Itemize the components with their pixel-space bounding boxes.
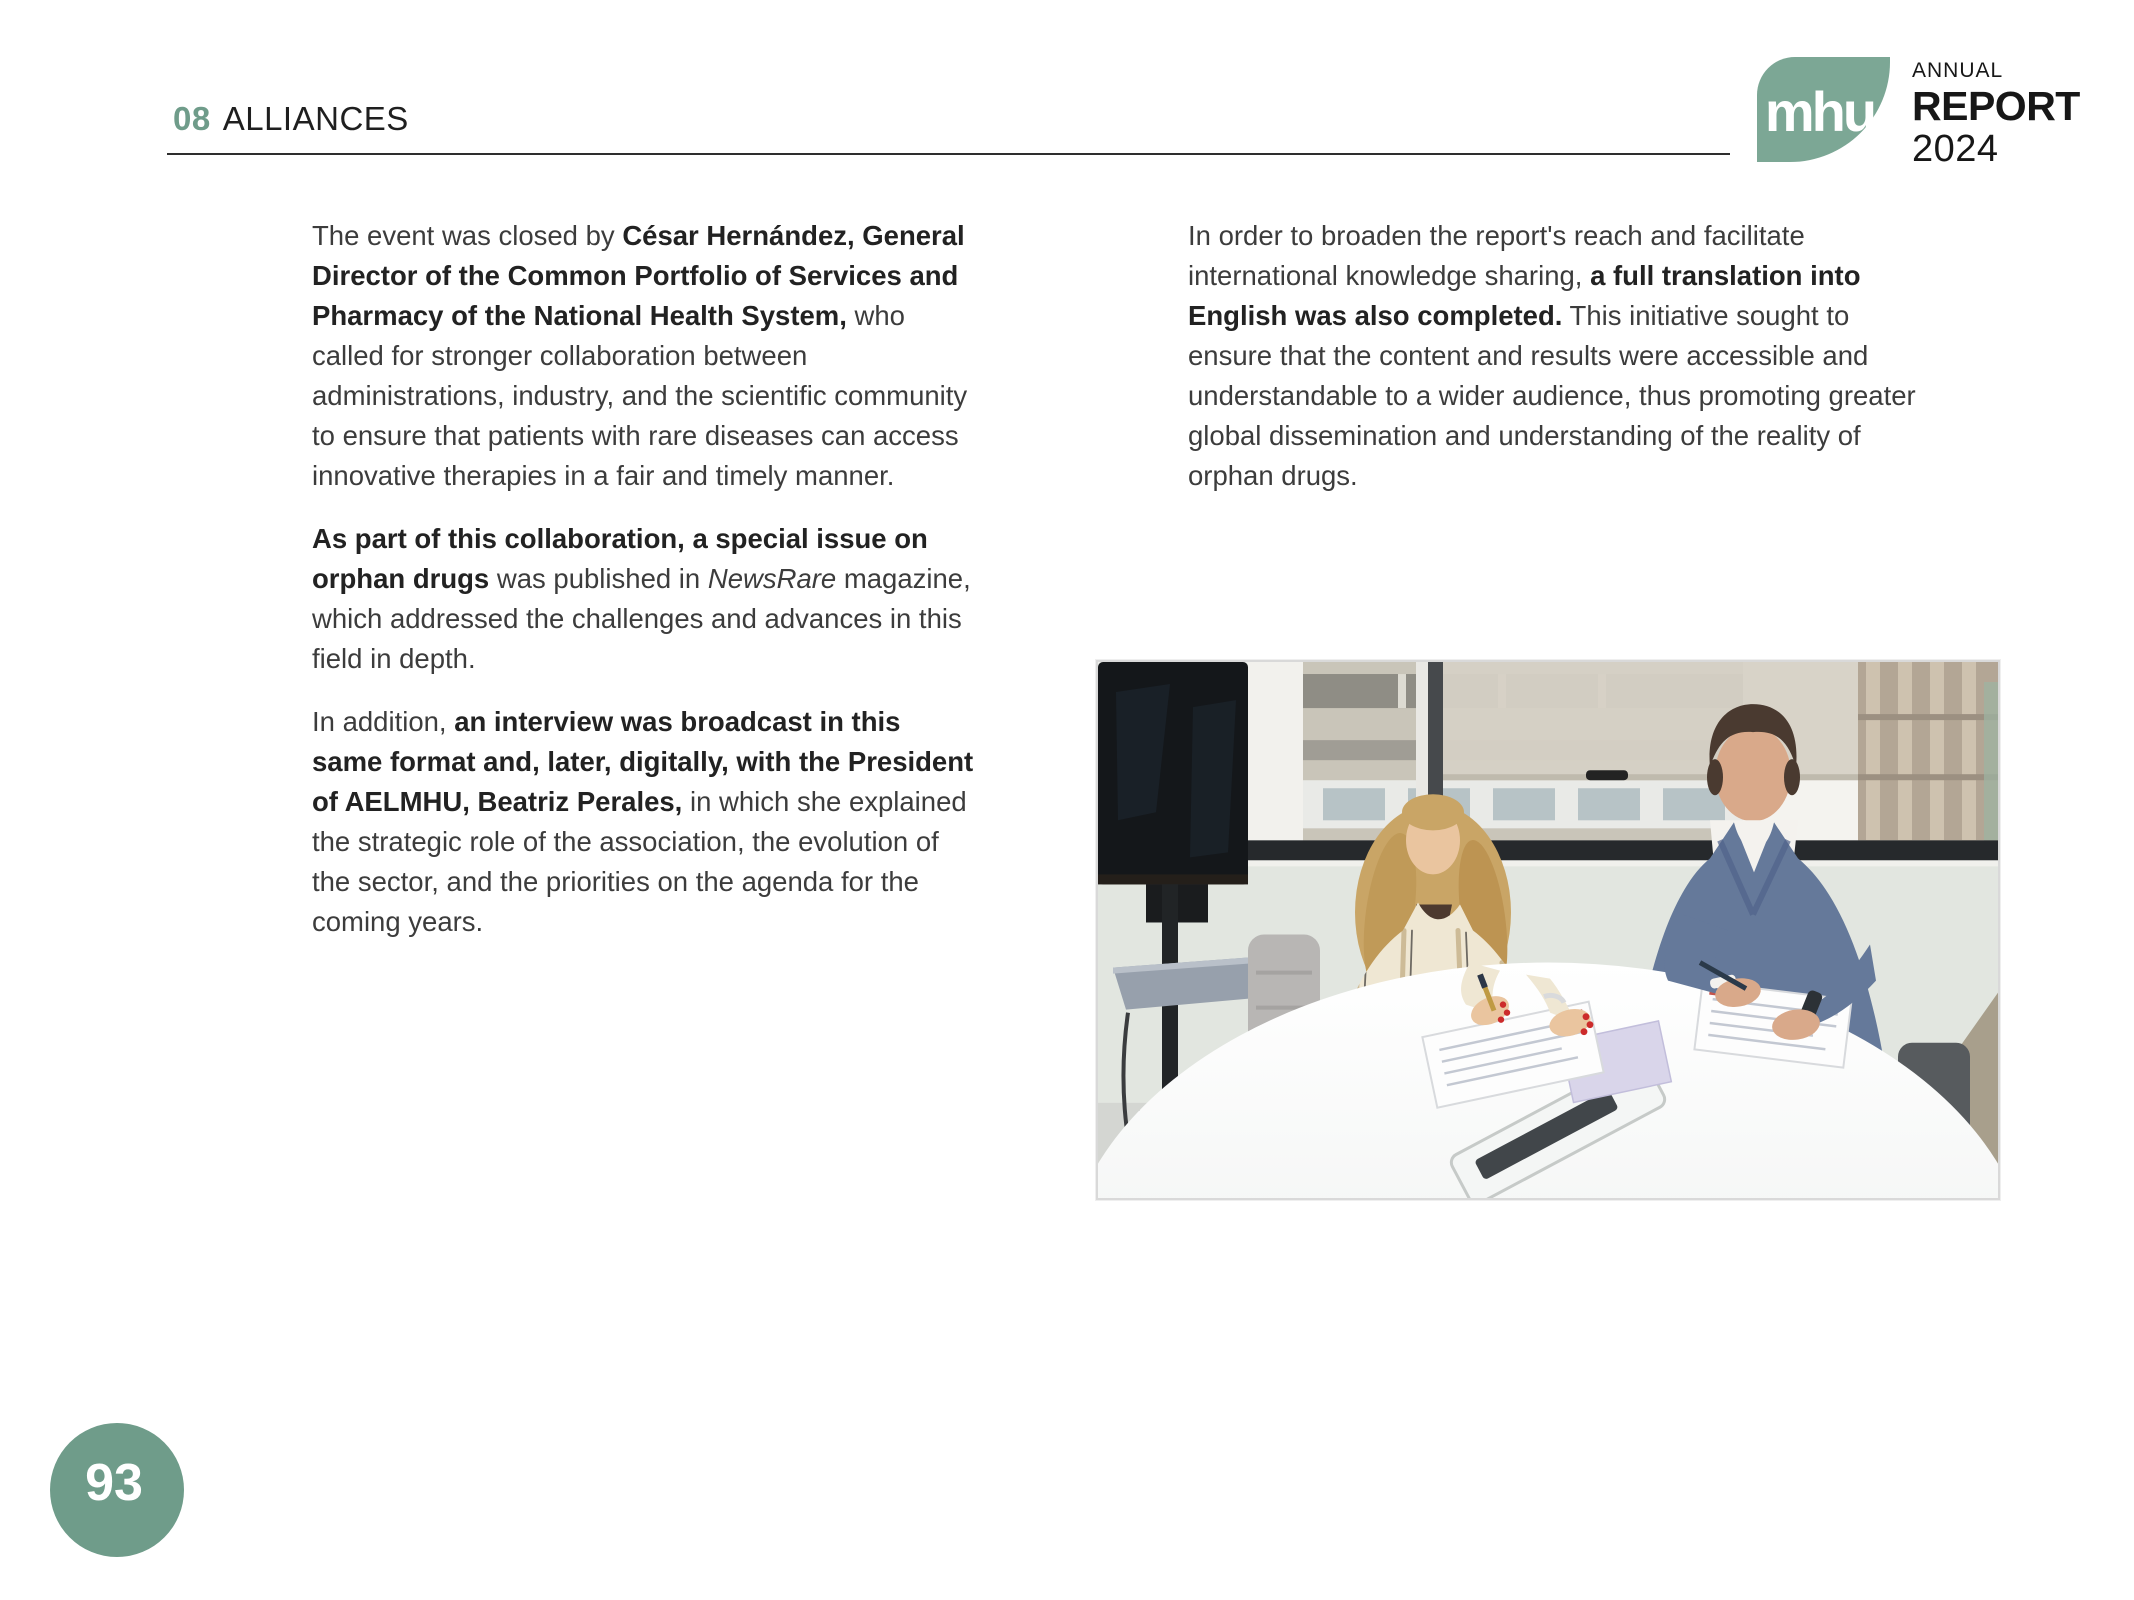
window-sill [1248, 860, 1998, 866]
page-number: 93 [85, 1454, 143, 1512]
office-window [1248, 662, 1998, 866]
chapter-title: ALLIANCES [222, 100, 409, 137]
window-sill-frame [1248, 840, 1998, 860]
text-run: In addition, [312, 706, 455, 737]
text-run: César Hernández, General Director of the Common Portfolio of Services and Pharmacy of the National Health System, [312, 220, 965, 331]
header-rule [167, 153, 1730, 155]
text-run: The event was closed by [312, 220, 623, 251]
text-run: a full translation into English was also completed. [1188, 260, 1861, 331]
paragraph-translation [1188, 216, 1940, 496]
text-run: This initiative sought to ensure that the content and results were accessible and understandable to a wider audience, thus promoting greater global dissemination and understanding of the reality of orphan drugs. [1188, 300, 1916, 491]
brand-annual-label: ANNUAL [1912, 59, 2004, 82]
text-run: NewsRare [707, 563, 837, 594]
text-run: was published in [489, 563, 708, 594]
brand-leaf-logo [1757, 57, 1890, 162]
chapter-heading [173, 100, 409, 138]
text-run: In order to broaden the report's reach and facilitate international knowledge sharing, [1188, 220, 1805, 291]
text-run: in which she explained the strategic role of the association, the evolution of the sector, and the priorities on the agenda for the coming years. [312, 786, 967, 937]
text-run: magazine, which addressed the challenges and advances in this field in depth. [312, 563, 971, 674]
paragraph-interview [312, 702, 974, 942]
left-text-column [312, 216, 974, 965]
page-number-badge [50, 1423, 184, 1557]
building-right [1858, 662, 1998, 840]
brand-wordmark [1912, 60, 2080, 168]
paragraph-event-closing [312, 216, 974, 496]
brand-report-label: REPORT [1912, 83, 2080, 129]
text-run: As part of this collaboration, a special issue on orphan drugs [312, 523, 928, 594]
chapter-number: 08 [173, 100, 211, 137]
paragraph-special-issue [312, 519, 974, 679]
text-run: who called for stronger collaboration between administrations, industry, and the scientific community to ensure that patients with rare diseases can access innovative therapies in a fair and timely manner. [312, 300, 968, 491]
brand-year-label: 2024 [1912, 128, 1999, 170]
signing-photo [1096, 660, 2000, 1200]
logo-mark-text: mhu [1764, 80, 1875, 143]
tv-screen [1098, 662, 1248, 884]
text-run: an interview was broadcast in this same format and, later, digitally, with the President of AELMHU, Beatriz Perales, [312, 706, 974, 817]
right-text-column [1188, 216, 1940, 519]
photo-scene [1098, 662, 1998, 1198]
